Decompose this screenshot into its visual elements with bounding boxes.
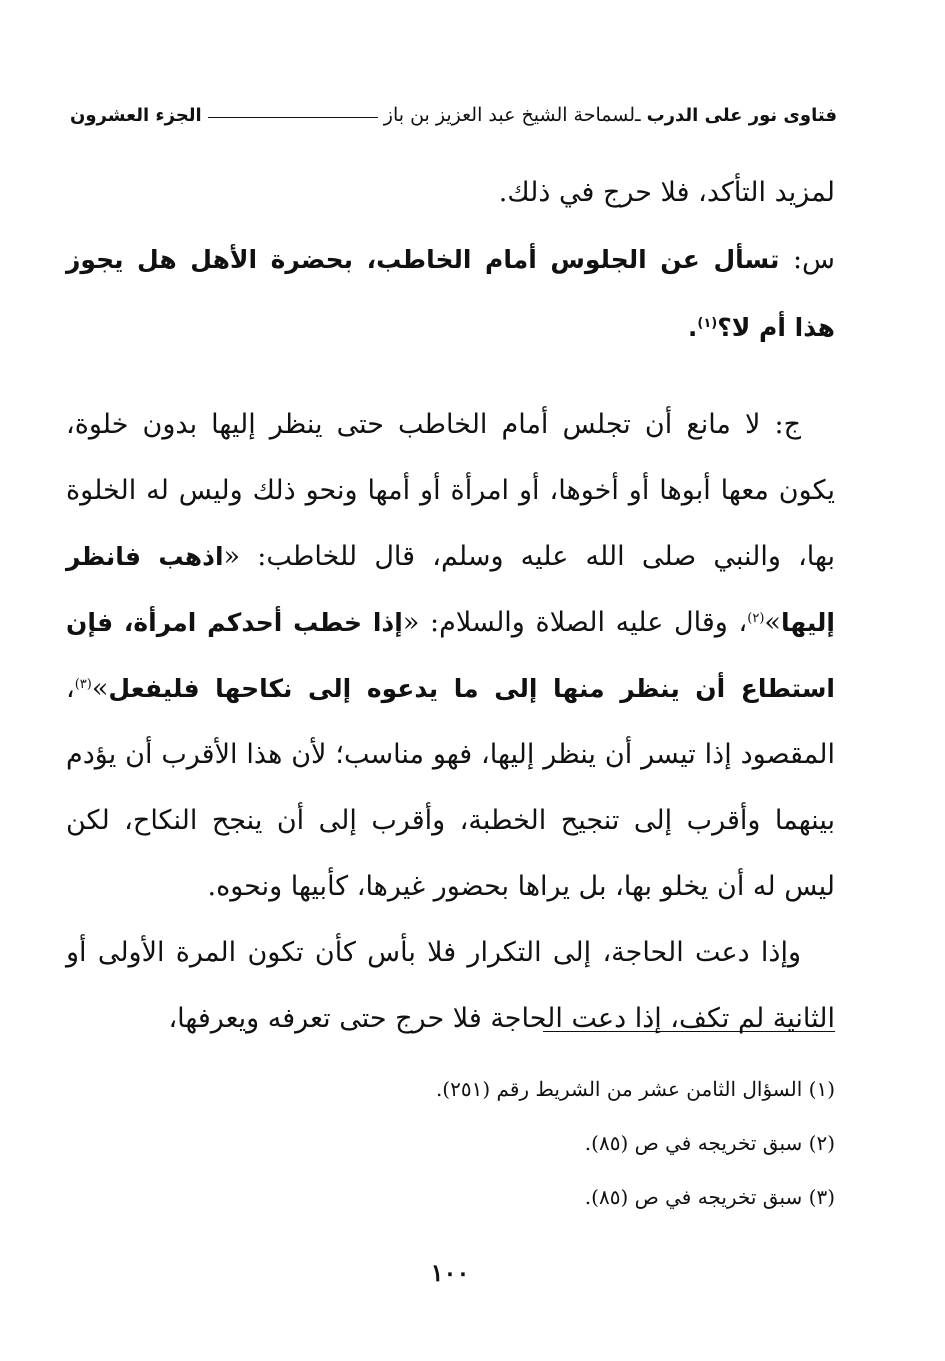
footnote-ref-1: (١) — [697, 316, 718, 331]
footnotes — [380, 1062, 835, 1224]
answer-paragraph — [66, 392, 835, 920]
hadith-1-close: » — [764, 607, 781, 638]
hadith-1: اذهب فانظر إليها — [66, 542, 835, 637]
question-paragraph — [66, 226, 835, 362]
answer-paragraph-2: وإذا دعت الحاجة، إلى التكرار فلا بأس كأن تكون المرة الأولى أو الثانية لم تكف، إذا دعت الحاجة فلا حرج حتى تعرفه ويعرفها، — [66, 937, 835, 1034]
answer-part-a: ج: لا مانع أن تجلس أمام الخاطب حتى ينظر إليها بدون خلوة، يكون معها أبوها أو أخوها، أو امرأة أو أمها ونحو ذلك وليس له الخلوة بها، والنبي صلى الله عليه وسلم، قال للخاطب: « — [66, 409, 835, 572]
footnote-3: (٣) سبق تخريجه في ص (٨٥). — [584, 1185, 835, 1209]
running-header — [70, 98, 837, 132]
header-rule — [208, 117, 378, 118]
hadith-2-close: » — [91, 673, 109, 704]
volume-label: الجزء العشرون — [70, 104, 202, 126]
footnote-ref-2: (٢) — [747, 611, 765, 626]
answer-part-b: ، وقال عليه الصلاة والسلام: « — [402, 607, 748, 638]
main-text — [66, 160, 835, 1052]
header-dash: ـ — [635, 104, 641, 126]
page-number: ١٠٠ — [430, 1258, 470, 1287]
question-end: . — [687, 313, 698, 342]
footnote-1: (١) السؤال الثامن عشر من الشريط رقم (٢٥١). — [435, 1077, 835, 1101]
continuation-line: لمزيد التأكد، فلا حرج في ذلك. — [498, 177, 835, 208]
footnote-separator — [543, 1031, 835, 1032]
footnote-2: (٢) سبق تخريجه في ص (٨٥). — [584, 1131, 835, 1155]
footnote-ref-3: (٣) — [74, 677, 92, 692]
hadith-2: إذا خطب أحدكم امرأة، فإن استطاع أن ينظر منها إلى ما يدعوه إلى نكاحها فليفعل — [66, 608, 835, 703]
author-name: لسماحة الشيخ عبد العزيز بن باز — [383, 104, 635, 126]
paragraph-gap — [66, 362, 835, 392]
question-label: س: — [792, 244, 835, 275]
answer-part-c: ، المقصود إذا تيسر أن ينظر إليها، فهو مناسب؛ لأن هذا الأقرب أن يؤدم بينهما وأقرب إلى تنجيح الخطبة، وأقرب إلى أن ينجح النكاح، لكن ليس له أن يخلو بها، بل يراها بحضور غيرها، كأبيها ونحوه. — [66, 673, 835, 902]
question-text: تسأل عن الجلوس أمام الخاطب، بحضرة الأهل هل يجوز هذا أم لا؟ — [66, 245, 835, 342]
book-title: فتاوى نور على الدرب — [646, 104, 837, 126]
